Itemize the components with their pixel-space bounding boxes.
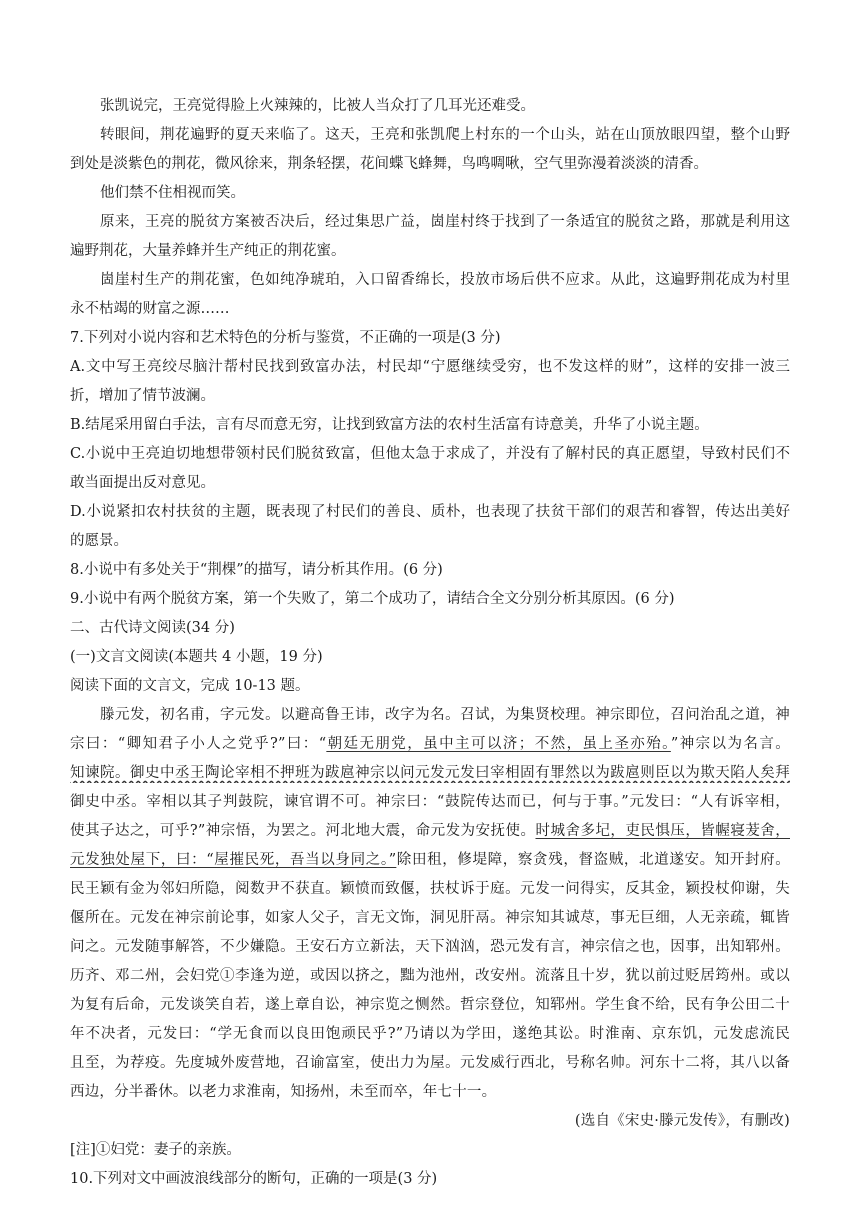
reading-instruction: 阅读下面的文言文，完成 10-13 题。 bbox=[70, 678, 310, 694]
passage-line-6 bbox=[70, 850, 790, 870]
story-paragraph-4-line-1: 原来，王亮的脱贫方案被否决后，经过集思广益，崮崖村终于找到了一条适宜的脱贫之路，那就是利用这 bbox=[100, 214, 790, 230]
passage-line-6-underlined: 元发独处屋下，曰：“屋摧民死，吾当以身同之。” bbox=[70, 852, 397, 868]
passage-line-14: 西边，分半番休。以老力求淮南，知扬州，未至而卒，年七十一。 bbox=[70, 1084, 497, 1100]
question-7-option-d-line-1: D.小说紧扣农村扶贫的主题，既表现了村民们的善良、质朴，也表现了扶贫干部们的艰苦和睿智，传达出美好 bbox=[70, 504, 790, 520]
story-paragraph-1: 张凯说完，王亮觉得脸上火辣辣的，比被人当众打了几耳光还难受。 bbox=[100, 98, 535, 114]
emphasis-dot-char-1: 河 bbox=[640, 1055, 656, 1071]
story-paragraph-3: 他们禁不住相视而笑。 bbox=[100, 185, 245, 201]
passage-source: (选自《宋史·滕元发传》，有删改) bbox=[574, 1113, 790, 1129]
section-subheading-prose: (一)文言文阅读(本题共 4 小题，19 分) bbox=[70, 649, 323, 665]
story-paragraph-5-line-1: 崮崖村生产的荆花蜜，色如纯净琥珀，入口留香绵长，投放市场后供不应求。从此，这遍野荆花成为村里 bbox=[100, 272, 790, 288]
question-8: 8.小说中有多处关于“荆棵”的描写，请分析其作用。(6 分) bbox=[70, 562, 443, 578]
emphasis-dot-char-2: 东 bbox=[655, 1055, 671, 1071]
question-9: 9.小说中有两个脱贫方案，第一个失败了，第二个成功了，请结合全文分别分析其原因。(6 分) bbox=[70, 591, 675, 607]
question-7-option-c-line-2: 敢当面提出反对意见。 bbox=[70, 475, 215, 491]
passage-line-8: 偃所在。元发在神宗前论事，如家人父子，言无文饰，洞见肝鬲。神宗知其诚荩，事无巨细，人无亲疏，辄皆 bbox=[70, 910, 790, 926]
passage-line-7: 民王颖有金为邻妇所隐，阅数尹不获直。颖愤而致偃，扶杖诉于庭。元发一问得实，反其金，颖投杖仰谢，失 bbox=[70, 881, 790, 897]
story-paragraph-4-line-2: 遍野荆花，大量养蜂并生产纯正的荆花蜜。 bbox=[70, 243, 346, 259]
question-10: 10.下列对文中画波浪线部分的断句，正确的一项是(3 分) bbox=[70, 1171, 438, 1187]
passage-line-6-b: 除田租，修堤障，察贪残，督盗贼，北道遂安。知开封府。 bbox=[396, 852, 790, 868]
question-7-option-a-line-2: 折，增加了情节波澜。 bbox=[70, 388, 215, 404]
passage-line-9: 问之。元发随事解答，不少嫌隐。王安石方立新法，天下汹汹，恐元发有言，神宗信之也，因事，出知郓州。 bbox=[70, 939, 790, 955]
passage-line-13 bbox=[70, 1053, 790, 1073]
passage-line-2-a: 宗曰：“卿知君子小人之党乎?”曰：“ bbox=[70, 736, 327, 752]
passage-line-12: 年不决者，元发曰：“学无食而以良田饱顽民乎?”乃请以为学田，遂绝其讼。时淮南、京东饥，元发虑流民 bbox=[70, 1026, 790, 1042]
passage-footnote: [注]①妇党：妻子的亲族。 bbox=[70, 1142, 241, 1158]
question-7-option-b: B.结尾采用留白手法，言有尽而意无穷，让找到致富方法的农村生活富有诗意美，升华了小说主题。 bbox=[70, 417, 709, 433]
passage-line-11: 为复有后命，元发谈笑自若，遂上章自讼，神宗览之恻然。哲宗登位，知郓州。学生食不给，民有争公田二十 bbox=[70, 997, 790, 1013]
passage-line-5-underlined: 时城舍多圮，吏民惧压，皆幄寝茇舍， bbox=[535, 823, 790, 839]
story-paragraph-2-line-1: 转眼间，荆花遍野的夏天来临了。这天，王亮和张凯爬上村东的一个山头，站在山顶放眼四望，整个山野 bbox=[100, 127, 790, 143]
passage-line-3-wavy: 知谏院。御史中丞王陶论宰相不押班为跋扈神宗以问元发元发曰宰相固有罪然以为跋扈则臣以为欺天陷人矣拜 bbox=[70, 765, 790, 781]
passage-line-13-a: 且至，为荐疫。先度城外废营地，召谕富室，使出力为屋。元发威行西北，号称名帅。 bbox=[70, 1055, 641, 1071]
passage-line-1: 滕元发，初名甫，字元发。以避高鲁王讳，改字为名。召试，为集贤校理。神宗即位，召问治乱之道，神 bbox=[100, 707, 790, 723]
question-7-stem: 7.下列对小说内容和艺术特色的分析与鉴赏，不正确的一项是(3 分) bbox=[70, 330, 501, 346]
passage-line-2-b: ”神宗以为名言。 bbox=[670, 736, 790, 752]
passage-line-4: 御史中丞。宰相以其子判鼓院，谏官谓不可。神宗曰：“鼓院传达而已，何与于事。”元发曰：“人有诉宰相， bbox=[70, 794, 790, 810]
section-heading-classical: 二、古代诗文阅读(34 分) bbox=[70, 620, 235, 636]
story-paragraph-2-line-2: 到处是淡紫色的荆花，微风徐来，荆条轻摆，花间蝶飞蜂舞，鸟鸣啁啾，空气里弥漫着淡淡的清香。 bbox=[70, 156, 708, 172]
passage-line-2 bbox=[70, 734, 790, 754]
passage-line-5 bbox=[70, 821, 790, 841]
passage-line-5-a: 使其子达之，可乎?”神宗悟，为罢之。河北地大震，命元发为安抚使。 bbox=[70, 823, 536, 839]
passage-line-2-underlined: 朝廷无朋党，虽中主可以济；不然，虽上圣亦殆。 bbox=[326, 736, 671, 752]
question-7-option-a-line-1: A.文中写王亮绞尽脑汁帮村民找到致富办法，村民却“宁愿继续受穷，也不发这样的财”，这样的安排一波三 bbox=[70, 359, 790, 375]
question-7-option-c-line-1: C.小说中王亮迫切地想带领村民们脱贫致富，但他太急于求成了，并没有了解村民的真正愿望，导致村民们不 bbox=[70, 446, 790, 462]
question-7-option-d-line-2: 的愿景。 bbox=[70, 533, 128, 549]
story-paragraph-5-line-2: 永不枯竭的财富之源…… bbox=[70, 301, 230, 317]
passage-line-10: 历齐、邓二州，会妇党①李逢为逆，或因以挤之，黜为池州，改安州。流落且十岁，犹以前过贬居筠州。或以 bbox=[70, 968, 790, 984]
passage-line-13-c: 十二将，其八以备 bbox=[670, 1055, 790, 1071]
